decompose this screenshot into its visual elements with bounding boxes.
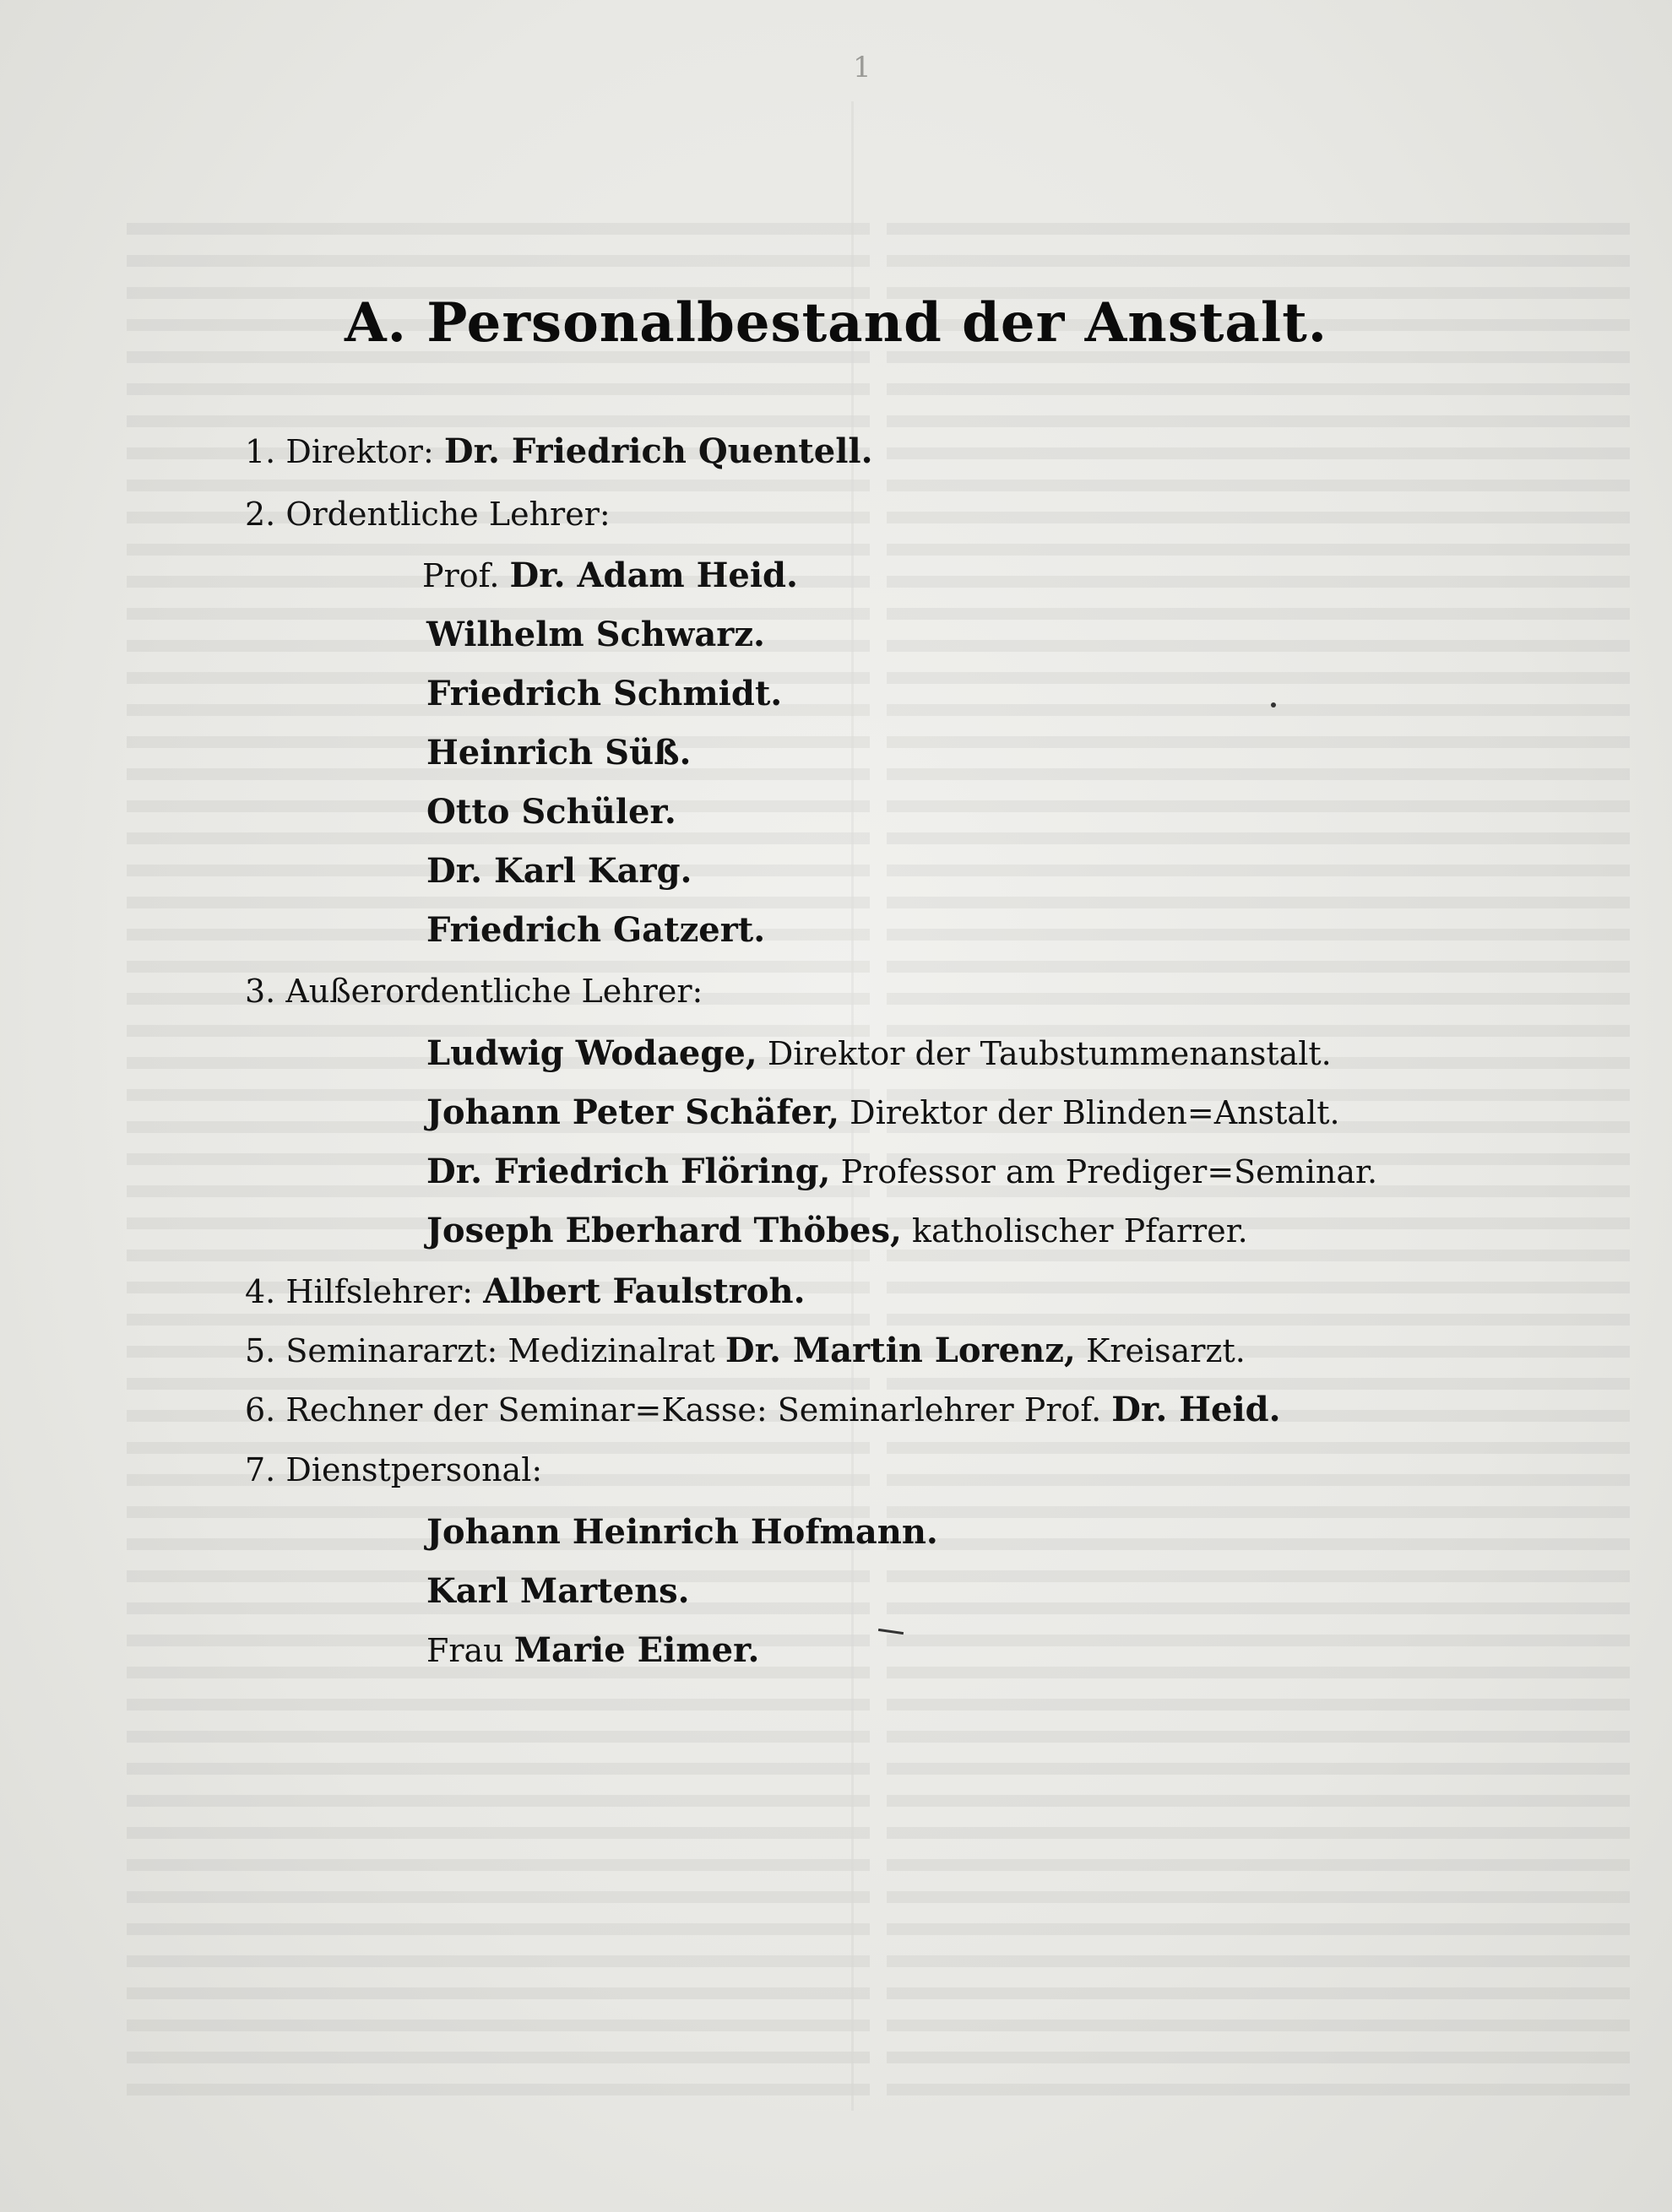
teacher-name: Wilhelm Schwarz.: [426, 615, 765, 654]
print-speck: [1271, 702, 1276, 708]
entry-number: 7.: [245, 1451, 276, 1488]
teacher-name: Friedrich Schmidt.: [426, 674, 783, 713]
teacher-role: Professor am Prediger=Seminar.: [840, 1153, 1378, 1190]
doctor-name: Dr. Martin Lorenz,: [725, 1331, 1076, 1370]
teacher-name: Dr. Karl Karg.: [426, 851, 692, 891]
entry-label: Direktor:: [285, 433, 434, 470]
entry-number: 4.: [245, 1273, 276, 1310]
extra-teacher-row: [426, 1033, 1332, 1073]
entry-service-staff: [245, 1451, 543, 1488]
staff-name: Johann Heinrich Hofmann.: [426, 1512, 938, 1552]
doctor-title: Medizinalrat: [508, 1332, 715, 1369]
entry-ordinary-teachers: [245, 496, 611, 533]
entry-label: Außerordentliche Lehrer:: [285, 973, 703, 1010]
teacher-role: katholischer Pfarrer.: [911, 1212, 1248, 1250]
teacher-prefix: Prof.: [422, 557, 500, 594]
staff-row: [426, 1630, 760, 1670]
entry-label: Seminararzt:: [285, 1332, 498, 1369]
assistant-name: Albert Faulstroh.: [483, 1271, 806, 1311]
teacher-name: Ludwig Wodaege,: [426, 1033, 757, 1073]
entry-label: Dienstpersonal:: [285, 1451, 543, 1488]
entry-seminar-doctor: [245, 1331, 1246, 1370]
treasurer-title: Seminarlehrer Prof.: [777, 1391, 1102, 1429]
teacher-name: Johann Peter Schäfer,: [426, 1092, 840, 1132]
staff-row: [426, 1571, 690, 1611]
extra-teacher-row: [426, 1152, 1378, 1191]
entry-treasurer: [245, 1390, 1281, 1429]
teacher-name: Friedrich Gatzert.: [426, 910, 766, 950]
entry-extraordinary-teachers: [245, 973, 703, 1010]
doctor-suffix: Kreisarzt.: [1085, 1332, 1246, 1369]
entry-number: 2.: [245, 496, 276, 533]
entry-number: 1.: [245, 433, 276, 470]
treasurer-name: Dr. Heid.: [1111, 1390, 1281, 1429]
entry-director: [245, 431, 873, 471]
page-title: A. Personalbestand der Anstalt.: [344, 291, 1328, 355]
entry-label: Hilfslehrer:: [285, 1273, 474, 1310]
print-dash: [878, 1629, 904, 1635]
entry-label: Rechner der Seminar=Kasse:: [285, 1391, 768, 1429]
teacher-row: [422, 556, 798, 595]
entry-assistant-teacher: [245, 1271, 806, 1311]
teacher-row: [426, 615, 765, 654]
staff-name: Karl Martens.: [426, 1571, 690, 1611]
teacher-name: Heinrich Süß.: [426, 733, 692, 773]
staff-prefix: Frau: [426, 1632, 504, 1669]
teacher-role: Direktor der Blinden=Anstalt.: [850, 1094, 1340, 1131]
entry-number: 6.: [245, 1391, 276, 1429]
teacher-row: [426, 792, 676, 832]
teacher-role: Direktor der Taubstummenanstalt.: [767, 1035, 1332, 1072]
teacher-row: [426, 674, 783, 713]
teacher-row: [426, 910, 766, 950]
entry-label: Ordentliche Lehrer:: [285, 496, 611, 533]
teacher-row: [426, 851, 692, 891]
teacher-name: Joseph Eberhard Thöbes,: [426, 1211, 902, 1250]
entry-number: 5.: [245, 1332, 276, 1369]
teacher-name: Otto Schüler.: [426, 792, 676, 832]
staff-name: Marie Eimer.: [513, 1630, 760, 1670]
staff-row: [426, 1512, 938, 1552]
page-number: 1: [853, 51, 871, 84]
teacher-name: Dr. Friedrich Flöring,: [426, 1152, 831, 1191]
teacher-row: [426, 733, 692, 773]
extra-teacher-row: [426, 1092, 1340, 1132]
teacher-name: Dr. Adam Heid.: [509, 556, 798, 595]
director-name: Dr. Friedrich Quentell.: [443, 431, 873, 471]
extra-teacher-row: [426, 1211, 1248, 1250]
entry-number: 3.: [245, 973, 276, 1010]
